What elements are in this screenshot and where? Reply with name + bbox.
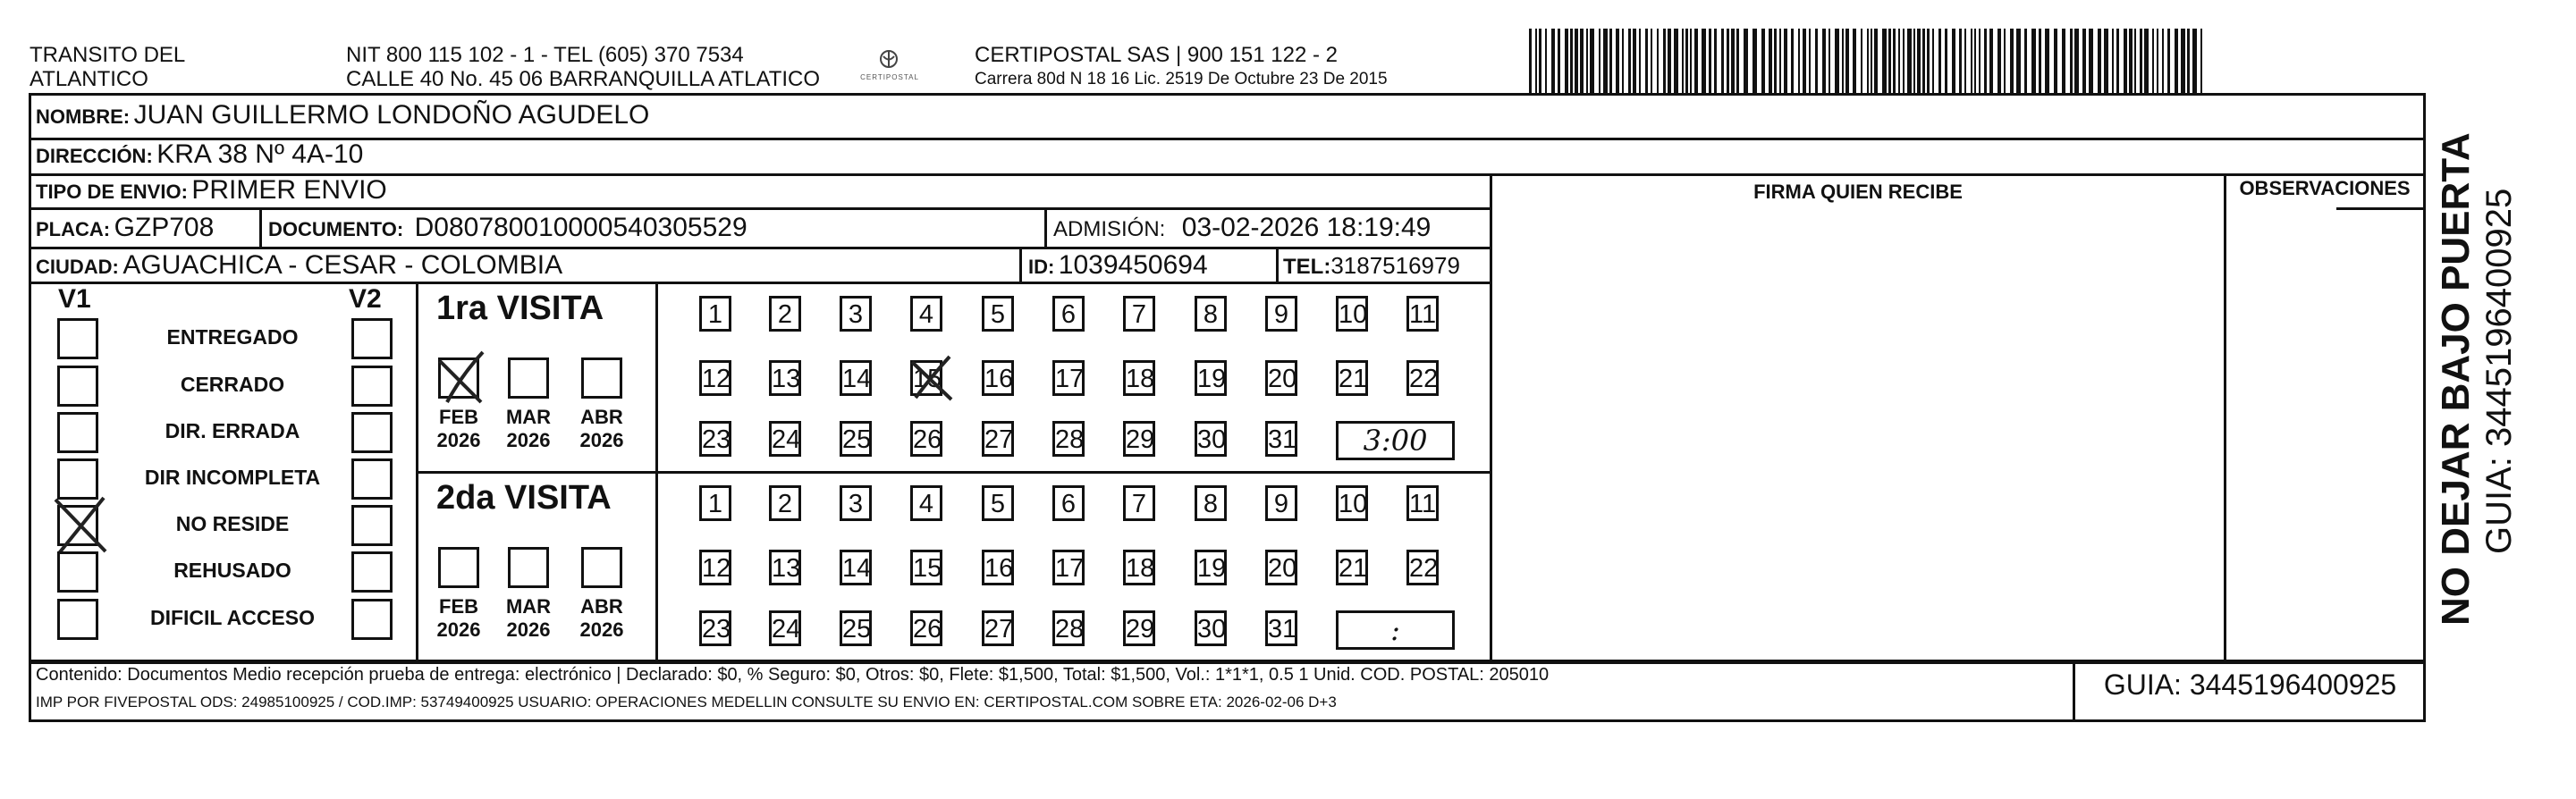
month-label (432, 595, 486, 642)
day-box[interactable]: 6 (1052, 296, 1085, 332)
divider (1490, 173, 1492, 660)
observations-header: OBSERVACIONES (2239, 177, 2411, 199)
day-box[interactable]: 10 (1336, 296, 1368, 332)
month-label (575, 595, 629, 642)
visit-title: 2da VISITA (436, 479, 612, 517)
month-checkbox[interactable] (438, 547, 479, 588)
plate-label: PLACA: (36, 218, 111, 240)
day-box[interactable]: 9 (1265, 485, 1297, 521)
day-box[interactable]: 29 (1123, 610, 1155, 646)
day-box[interactable]: 18 (1123, 360, 1155, 396)
no-under-door-warning: NO DEJAR BAJO PUERTA (2434, 132, 2478, 626)
month-year: 2026 (436, 429, 481, 451)
day-box[interactable]: 14 (840, 550, 872, 585)
day-box[interactable]: 24 (769, 421, 801, 457)
v1-checkbox[interactable] (57, 366, 98, 407)
month-name: MAR (505, 595, 552, 618)
day-box[interactable]: 21 (1336, 360, 1368, 396)
status-label: DIR. ERRADA (165, 419, 300, 442)
name-row (36, 100, 649, 130)
day-box[interactable]: 8 (1195, 296, 1227, 332)
footer-content: Contenido: Documentos Medio recepción prueba de entrega: electrónico | Declarado: $0, % Seguro: $0, Otros: $0, Flete: $1,500, Total: $1,500, Vol.: 1*1*1, 0.5 1 Unid. COD. POSTAL: 205010 (36, 665, 1550, 685)
day-box[interactable]: 23 (699, 421, 731, 457)
day-box[interactable]: 11 (1406, 296, 1439, 332)
v2-checkbox[interactable] (351, 412, 393, 453)
month-name: FEB (439, 595, 478, 618)
v2-checkbox[interactable] (351, 505, 393, 546)
status-label: NO RESIDE (175, 512, 290, 535)
time-field[interactable]: : (1336, 610, 1455, 650)
divider (29, 282, 1491, 284)
day-box[interactable]: 14 (840, 360, 872, 396)
month-label (575, 406, 629, 452)
divider (29, 207, 1491, 210)
divider (2224, 173, 2226, 660)
day-box[interactable]: 4 (910, 485, 942, 521)
tel-label: TEL: (1283, 255, 1331, 279)
day-box[interactable]: 10 (1336, 485, 1368, 521)
day-box[interactable]: 23 (699, 610, 731, 646)
day-box[interactable]: 15 (910, 360, 942, 396)
name-value: JUAN GUILLERMO LONDOÑO AGUDELO (133, 100, 650, 130)
day-box[interactable]: 20 (1265, 550, 1297, 585)
document-field (268, 213, 747, 243)
side-guia: GUIA: 3445196400925 (2479, 188, 2519, 554)
divider (29, 173, 2426, 176)
day-box[interactable]: 13 (769, 360, 801, 396)
month-checkbox[interactable] (581, 357, 622, 399)
day-box[interactable]: 7 (1123, 485, 1155, 521)
v1-checkbox[interactable] (57, 412, 98, 453)
month-label (502, 595, 555, 642)
status-label: DIR INCOMPLETA (144, 466, 321, 489)
day-box[interactable]: 22 (1406, 550, 1439, 585)
name-label: NOMBRE: (36, 105, 131, 128)
divider (1019, 247, 1022, 282)
header-org (30, 43, 185, 91)
day-box[interactable]: 17 (1052, 550, 1085, 585)
day-box[interactable]: 18 (1123, 550, 1155, 585)
city-label: CIUDAD: (36, 256, 119, 278)
day-box[interactable]: 15 (910, 550, 942, 585)
month-name: ABR (580, 595, 623, 618)
document-value: D080780010000540305529 (414, 213, 747, 242)
v1-checkbox[interactable] (57, 599, 98, 640)
month-checkbox[interactable] (581, 547, 622, 588)
v1-checkbox[interactable] (57, 458, 98, 500)
month-year: 2026 (506, 618, 551, 641)
day-box[interactable]: 17 (1052, 360, 1085, 396)
v1-checkbox[interactable] (57, 505, 98, 546)
document-label: DOCUMENTO: (268, 218, 404, 240)
status-label: DIFICIL ACCESO (149, 606, 315, 629)
day-box[interactable]: 24 (769, 610, 801, 646)
header-company (975, 43, 1388, 89)
day-box[interactable]: 21 (1336, 550, 1368, 585)
day-box[interactable]: 9 (1265, 296, 1297, 332)
day-box[interactable]: 13 (769, 550, 801, 585)
month-name: ABR (580, 406, 623, 428)
address-value: KRA 38 Nº 4A-10 (156, 139, 364, 169)
send-type-row (36, 175, 387, 206)
day-box[interactable]: 26 (910, 610, 942, 646)
month-checkbox[interactable] (508, 547, 549, 588)
city-field (36, 250, 562, 281)
header-nit (346, 43, 820, 91)
month-year: 2026 (579, 429, 624, 451)
month-name: FEB (439, 406, 478, 428)
day-box[interactable]: 25 (840, 421, 872, 457)
city-value: AGUACHICA - CESAR - COLOMBIA (122, 250, 563, 280)
status-label: REHUSADO (173, 559, 291, 582)
day-box[interactable]: 3 (840, 296, 872, 332)
v2-checkbox[interactable] (351, 599, 393, 640)
day-box[interactable]: 16 (982, 360, 1014, 396)
month-year: 2026 (506, 429, 551, 451)
day-box[interactable]: 3 (840, 485, 872, 521)
day-box[interactable]: 12 (699, 550, 731, 585)
divider (2336, 207, 2426, 210)
day-box[interactable]: 28 (1052, 421, 1085, 457)
company-address: Carrera 80d N 18 16 Lic. 2519 De Octubre 23 De 2015 (975, 70, 1388, 88)
day-box[interactable]: 19 (1195, 550, 1227, 585)
month-name: MAR (505, 406, 552, 428)
v2-checkbox[interactable] (351, 551, 393, 593)
barcode (1529, 29, 2209, 93)
day-box[interactable]: 31 (1265, 610, 1297, 646)
month-label (502, 406, 555, 452)
divider (29, 138, 2426, 140)
day-box[interactable]: 16 (982, 550, 1014, 585)
day-box[interactable]: 6 (1052, 485, 1085, 521)
send-type-label: TIPO DE ENVIO: (36, 181, 188, 203)
id-value: 1039450694 (1058, 250, 1208, 280)
day-box[interactable]: 25 (840, 610, 872, 646)
plate-value: GZP708 (114, 213, 215, 242)
day-box[interactable]: 29 (1123, 421, 1155, 457)
day-box[interactable]: 22 (1406, 360, 1439, 396)
header-org-line1: TRANSITO DEL (30, 43, 186, 67)
admission-label: ADMISIÓN: (1053, 217, 1166, 241)
header-nit-line: NIT 800 115 102 - 1 - TEL (605) 370 7534 (346, 43, 744, 67)
month-year: 2026 (436, 618, 481, 641)
send-type-value: PRIMER ENVIO (191, 175, 387, 205)
day-box[interactable]: 5 (982, 485, 1014, 521)
address-row (36, 139, 363, 170)
admission-value: 03-02-2026 18:19:49 (1181, 213, 1432, 242)
v2-checkbox[interactable] (351, 458, 393, 500)
day-box[interactable]: 7 (1123, 296, 1155, 332)
footer-imp: IMP POR FIVEPOSTAL ODS: 24985100925 / COD.IMP: 53749400925 USUARIO: OPERACIONES MEDELLIN CONSULTE SU ENVIO EN: CERTIPOSTAL.COM SOBRE ETA: 2026-02-06 D+3 (36, 694, 1337, 711)
divider (259, 207, 262, 248)
plate-field (36, 213, 214, 243)
admission-field (1053, 213, 1431, 243)
tel-value: 3187516979 (1330, 252, 1460, 279)
day-box[interactable]: 2 (769, 296, 801, 332)
id-field (1028, 250, 1208, 281)
footer-guia: GUIA: 3445196400925 (2103, 669, 2397, 701)
address-label: DIRECCIÓN: (36, 145, 153, 167)
v1-checkbox[interactable] (57, 551, 98, 593)
header-org-line2: ATLANTICO (30, 67, 148, 91)
day-box[interactable]: 30 (1195, 421, 1227, 457)
status-label: ENTREGADO (166, 325, 299, 349)
v2-checkbox[interactable] (351, 318, 393, 359)
divider (2423, 173, 2426, 660)
visit-title: 1ra VISITA (436, 290, 604, 327)
divider (2073, 660, 2075, 722)
day-box[interactable]: 4 (910, 296, 942, 332)
v1-checkbox[interactable] (57, 318, 98, 359)
day-box[interactable]: 11 (1406, 485, 1439, 521)
day-box[interactable]: 31 (1265, 421, 1297, 457)
divider (1044, 207, 1047, 248)
day-box[interactable]: 1 (699, 485, 731, 521)
v2-checkbox[interactable] (351, 366, 393, 407)
day-box[interactable]: 27 (982, 610, 1014, 646)
day-box[interactable]: 30 (1195, 610, 1227, 646)
day-box[interactable]: 19 (1195, 360, 1227, 396)
month-label (432, 406, 486, 452)
company-line: CERTIPOSTAL SAS | 900 151 122 - 2 (975, 43, 1338, 67)
day-box[interactable]: 26 (910, 421, 942, 457)
month-checkbox[interactable] (438, 357, 479, 399)
certipostal-logo (857, 43, 923, 92)
day-box[interactable]: 12 (699, 360, 731, 396)
month-year: 2026 (579, 618, 624, 641)
day-box[interactable]: 5 (982, 296, 1014, 332)
status-label: CERRADO (180, 373, 285, 396)
v1-header: V1 (58, 284, 91, 314)
signature-header: FIRMA QUIEN RECIBE (1753, 181, 1963, 203)
v2-header: V2 (349, 284, 382, 314)
logo-text: CERTIPOSTAL (860, 73, 919, 81)
divider (1276, 247, 1279, 282)
time-field[interactable]: 3:00 (1336, 421, 1455, 460)
header-address-line: CALLE 40 No. 45 06 BARRANQUILLA ATLATICO (346, 67, 821, 91)
divider (29, 247, 1491, 249)
day-box[interactable]: 1 (699, 296, 731, 332)
day-box[interactable]: 2 (769, 485, 801, 521)
day-box[interactable]: 27 (982, 421, 1014, 457)
tel-field (1283, 252, 1460, 280)
day-box[interactable]: 8 (1195, 485, 1227, 521)
divider (416, 471, 1491, 474)
month-checkbox[interactable] (508, 357, 549, 399)
day-box[interactable]: 28 (1052, 610, 1085, 646)
day-box[interactable]: 20 (1265, 360, 1297, 396)
id-label: ID: (1028, 256, 1055, 278)
